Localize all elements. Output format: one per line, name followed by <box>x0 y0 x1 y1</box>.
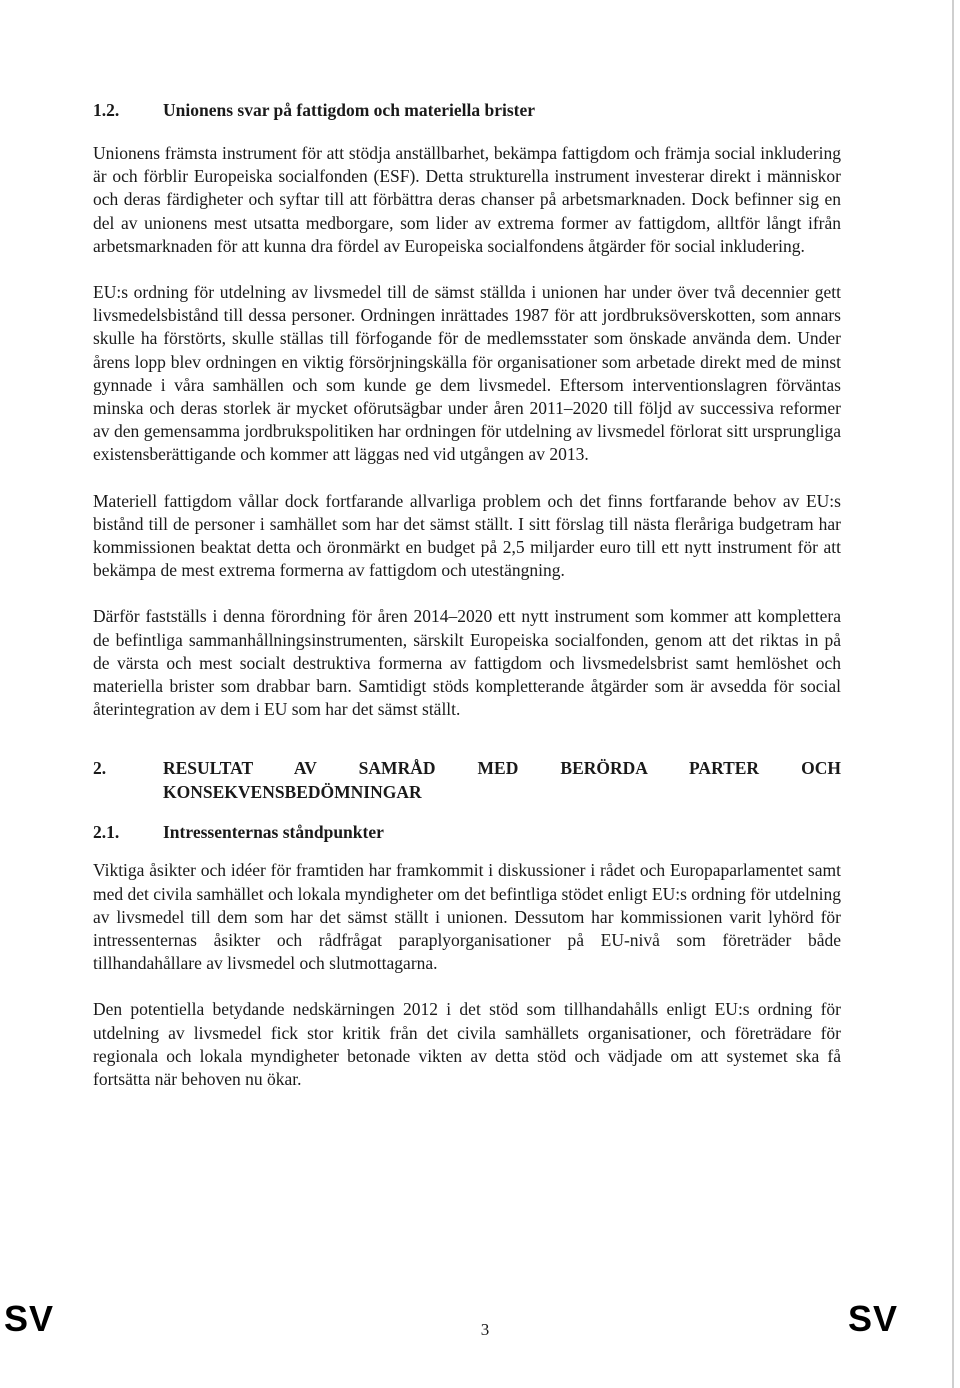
section-title <box>163 756 841 804</box>
section-title-line-2: KONSEKVENSBEDÖMNINGAR <box>163 782 422 803</box>
paragraph: Viktiga åsikter och idéer för framtiden har framkommit i diskussioner i rådet och Europaparlamentet samt med det civila samhället och lokala myndigheter om det befintliga stödet enligt EU:s ordning för utdelning av livsmedel till dem som har det sämst ställt i unionen. Dessutom har kommissionen varit lyhörd för intressenternas åsikter och rådfrågat paraplyorganisationer på EU-nivå som företräder både tillhandahållare av livsmedel och slutmottagarna. <box>93 860 841 974</box>
footer-language-code-right: SV <box>848 1298 899 1339</box>
section-heading-1-2 <box>93 98 841 122</box>
section-title-line-1: RESULTAT AV SAMRÅD MED BERÖRDA PARTER OCH <box>163 758 841 779</box>
paragraph: Den potentiella betydande nedskärningen 2012 i det stöd som tillhandahålls enligt EU:s ordning för utdelning av livsmedel fick stor kritik från det civila samhällets organisationer, och företrädare för regionala och lokala myndigheter betonade vikten av detta stöd och vädjade om att systemet ska få fortsätta när behoven nu ökar. <box>93 999 841 1090</box>
section-title: Intressenternas ståndpunkter <box>163 822 384 843</box>
footer-language-code-left: SV <box>4 1298 55 1339</box>
section-heading-2 <box>93 756 841 804</box>
section-heading-2-1 <box>93 820 841 844</box>
paragraph: Materiell fattigdom vållar dock fortfarande allvarliga problem och det finns fortfarande behov av EU:s bistånd till de personer i samhället som har det sämst ställt. I sitt förslag till nästa fleråriga budgetram har kommissionen beaktat detta och öronmärkt en budget på 2,5 miljarder euro till ett nytt instrument för att bekämpa de mest extrema formerna av fattigdom och utestängning. <box>93 490 841 581</box>
section-number: 2. <box>93 758 107 779</box>
scan-edge-line <box>952 0 954 1388</box>
paragraph: Därför fastställs i denna förordning för åren 2014–2020 ett nytt instrument som kommer att komplettera de befintliga sammanhållningsinstrumenten, särskilt Europeiska socialfonden, genom att det riktas in på de värsta och mest socialt destruktiva formerna av fattigdom och livsmedelsbrist samt hemlöshet och materiella brister som drabbar barn. Samtidigt stöds kompletterande åtgärder som är avsedda för social återintegration av dem i EU som har det sämst ställt. <box>93 606 841 720</box>
document-body <box>93 98 841 1114</box>
page-number: 3 <box>480 1320 490 1339</box>
section-title: Unionens svar på fattigdom och materiella brister <box>163 100 536 120</box>
paragraph: Unionens främsta instrument för att stödja anställbarhet, bekämpa fattigdom och främja social inkludering är och förblir Europeiska socialfonden (ESF). Detta strukturella instrument investerar direkt i människor och deras färdigheter och syftar till att förbättra deras chanser på arbetsmarknaden. Dock befinner sig en del av unionens mest utsatta medborgare, som lider av extrema former av fattigdom, alltför långt ifrån arbetsmarknaden för att kunna dra fördel av Europeiska socialfondens åtgärder för social inkludering. <box>93 143 841 256</box>
section-number: 2.1. <box>93 822 120 843</box>
paragraph: EU:s ordning för utdelning av livsmedel till de sämst ställda i unionen har under över två decennier gett livsmedelsbistånd till dessa personer. Ordningen inrättades 1987 för att jordbruksöverskotten, som annars skulle ha förstörts, skulle ställas till förfogande för de medlemsstater som önskade använda dem. Under årens lopp blev ordningen en viktig försörjningskälla för organisationer som arbetade direkt med de minst gynnade i våra samhällen och som kunde ge dem livsmedel. Eftersom interventionslagren förväntas minska och deras storlek är mycket oförutsägbar under åren 2011–2020 till följd av successiva reformer av den gemensamma jordbrukspolitiken har ordningen för utdelning av livsmedel förlorat sitt ursprungliga existensberättigande och kommer att läggas ned vid utgången av 2013. <box>93 282 841 465</box>
section-number: 1.2. <box>93 100 120 120</box>
